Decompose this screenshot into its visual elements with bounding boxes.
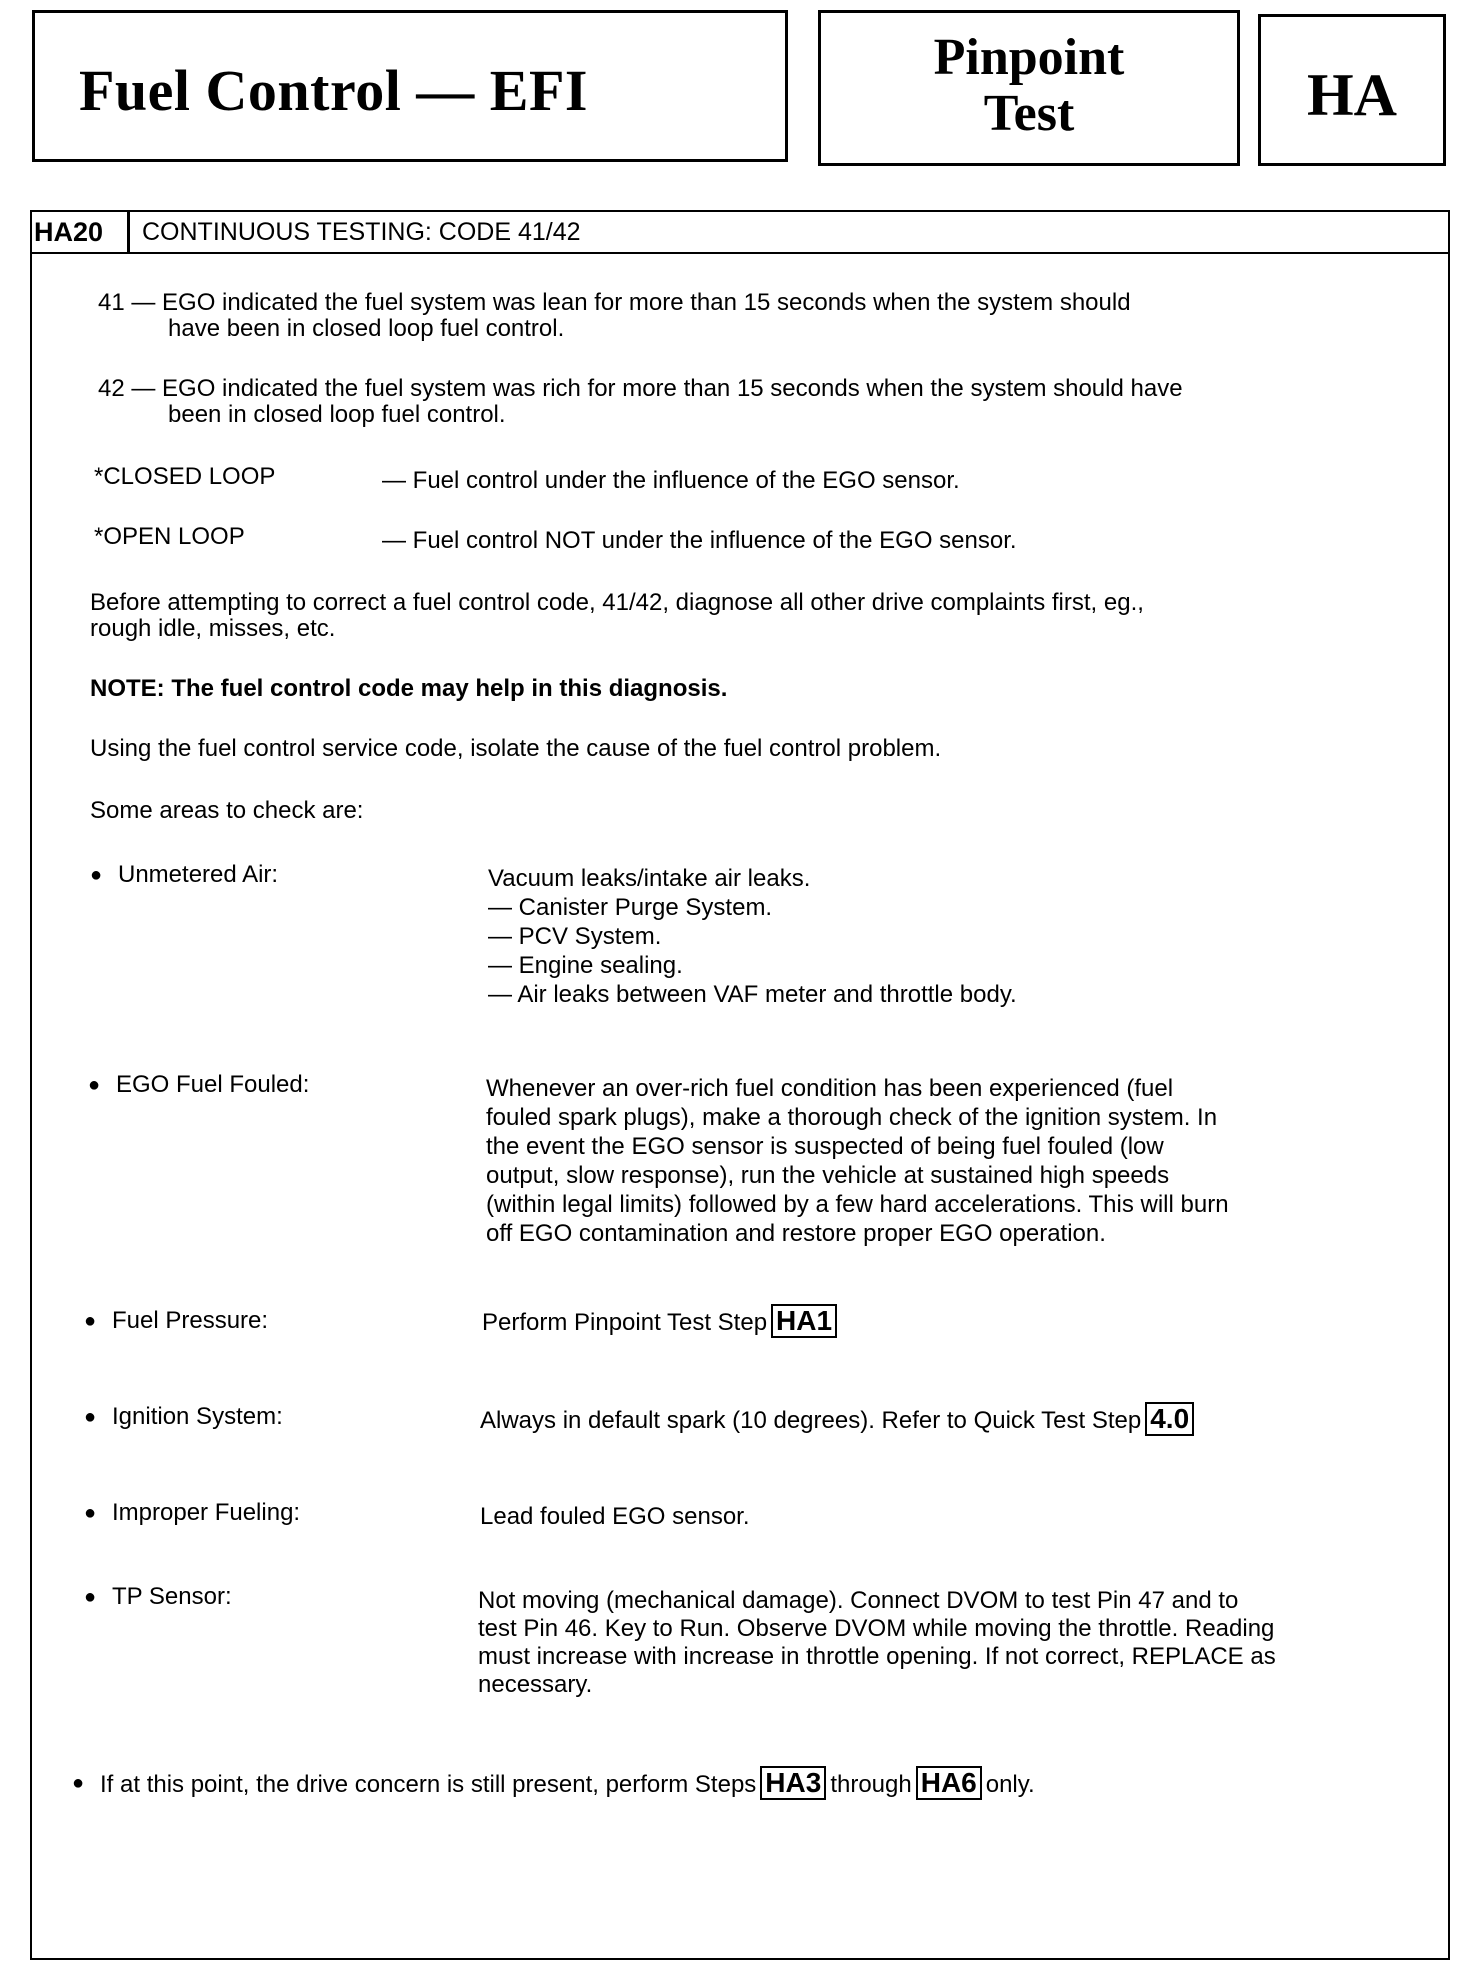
using-text: Using the fuel control service code, isolate the cause of the fuel control problem. [90, 735, 942, 762]
section-code: HA [1307, 62, 1397, 128]
bullet-icon: ● [72, 1772, 85, 1794]
closed-loop-desc: — Fuel control under the influence of the EGO sensor. [382, 467, 960, 494]
ego-fouled-line: output, slow response), run the vehicle at sustained high speeds [486, 1162, 1170, 1189]
step-ref-ha6[interactable]: HA6 [916, 1766, 982, 1800]
ignition-system-text: Always in default spark (10 degrees). Refer to Quick Test Step 4.0 [480, 1402, 1198, 1436]
ego-fouled-line: Whenever an over-rich fuel condition has been experienced (fuel [486, 1075, 1174, 1102]
step-ref-4-0[interactable]: 4.0 [1145, 1402, 1194, 1436]
unmetered-air-line: — Canister Purge System. [488, 894, 773, 921]
areas-intro: Some areas to check are: [90, 797, 364, 824]
bullet-icon: ● [84, 1502, 97, 1524]
note: NOTE: The fuel control code may help in this diagnosis. [90, 675, 728, 702]
code-42-line1: 42 — EGO indicated the fuel system was rich for more than 15 seconds when the system should have [98, 375, 1183, 402]
tp-sensor-line: test Pin 46. Key to Run. Observe DVOM while moving the throttle. Reading [478, 1615, 1275, 1642]
test-label: Test [983, 85, 1075, 142]
intro-line2: rough idle, misses, etc. [90, 615, 336, 642]
bullet-icon: ● [90, 864, 103, 886]
step-ref-ha3[interactable]: HA3 [760, 1766, 826, 1800]
ego-fouled-line: (within legal limits) followed by a few hard accelerations. This will burn [486, 1191, 1229, 1218]
open-loop-term: *OPEN LOOP [94, 523, 245, 550]
header-title-box [32, 10, 788, 162]
pinpoint-label: Pinpoint [933, 29, 1125, 86]
final-instruction: If at this point, the drive concern is still present, perform Steps HA3 through HA6 only. [100, 1767, 1035, 1798]
closed-loop-term: *CLOSED LOOP [94, 463, 276, 490]
bullet-icon: ● [84, 1310, 97, 1332]
ego-fouled-label: EGO Fuel Fouled: [116, 1071, 310, 1098]
tp-sensor-line: necessary. [478, 1671, 593, 1698]
step-title: CONTINUOUS TESTING: CODE 41/42 [142, 218, 581, 246]
ego-fouled-line: the event the EGO sensor is suspected of being fuel fouled (low [486, 1133, 1164, 1160]
unmetered-air-line: — Air leaks between VAF meter and throttle body. [488, 981, 1017, 1008]
fuel-pressure-label: Fuel Pressure: [112, 1307, 269, 1334]
improper-fueling-text: Lead fouled EGO sensor. [480, 1503, 750, 1530]
fuel-pressure-text: Perform Pinpoint Test Step HA1 [482, 1304, 841, 1338]
step-ref-ha1[interactable]: HA1 [771, 1304, 837, 1338]
code-41-line2: have been in closed loop fuel control. [168, 315, 565, 342]
bullet-icon: ● [88, 1074, 101, 1096]
intro-line1: Before attempting to correct a fuel control code, 41/42, diagnose all other drive complaints first, eg., [90, 589, 1144, 616]
unmetered-air-line: — PCV System. [488, 923, 662, 950]
code-42-line2: been in closed loop fuel control. [168, 401, 506, 428]
section-code-box [1258, 14, 1446, 166]
pinpoint-test-box [818, 10, 1240, 166]
improper-fueling-label: Improper Fueling: [112, 1499, 301, 1526]
bullet-icon: ● [84, 1406, 97, 1428]
tp-sensor-label: TP Sensor: [112, 1583, 232, 1610]
ego-fouled-line: off EGO contamination and restore proper EGO operation. [486, 1220, 1106, 1247]
unmetered-air-line: — Engine sealing. [488, 952, 683, 979]
test-step-panel [30, 210, 1450, 1960]
bullet-icon: ● [84, 1586, 97, 1608]
tp-sensor-line: must increase with increase in throttle opening. If not correct, REPLACE as [478, 1643, 1276, 1670]
page-title: Fuel Control — EFI [79, 58, 588, 123]
ignition-system-label: Ignition System: [112, 1403, 283, 1430]
step-header [32, 212, 1448, 254]
tp-sensor-line: Not moving (mechanical damage). Connect DVOM to test Pin 47 and to [478, 1587, 1239, 1614]
unmetered-air-line: Vacuum leaks/intake air leaks. [488, 865, 811, 892]
open-loop-desc: — Fuel control NOT under the influence of the EGO sensor. [382, 527, 1017, 554]
step-id: HA20 [32, 212, 130, 252]
code-41-line1: 41 — EGO indicated the fuel system was lean for more than 15 seconds when the system should [98, 289, 1131, 316]
ego-fouled-line: fouled spark plugs), make a thorough check of the ignition system. In [486, 1104, 1218, 1131]
unmetered-air-label: Unmetered Air: [118, 861, 279, 888]
